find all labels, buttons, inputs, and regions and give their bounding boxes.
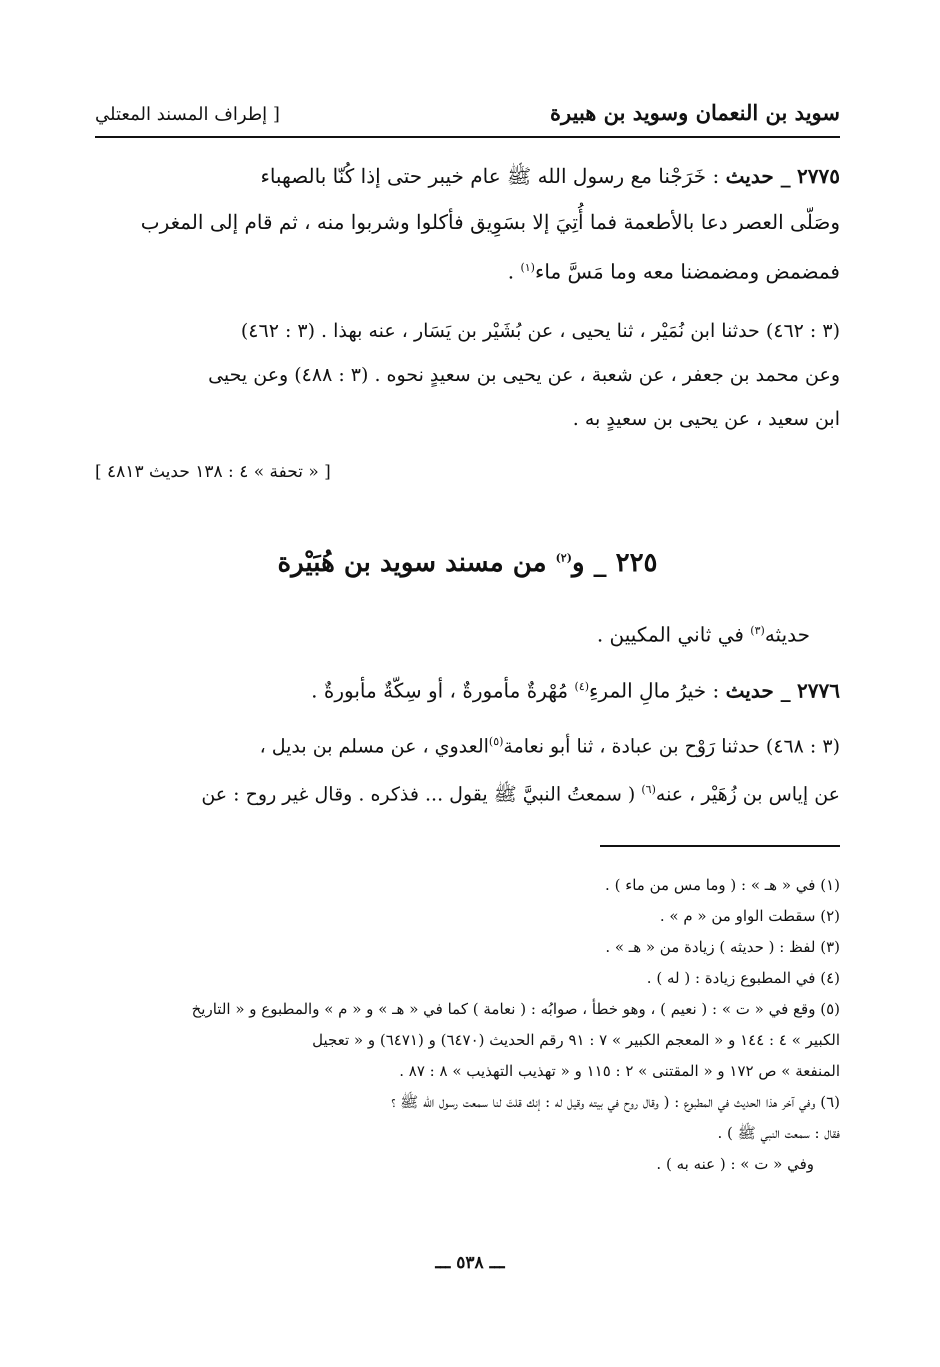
- footnote-ref: (٤): [574, 680, 590, 693]
- footnote-6-line-2: فقال : سمعت النبي ﷺ ) .: [717, 1124, 840, 1142]
- tuhfa-reference: [ « تحفة » ٤ : ١٣٨ حديث ٤٨١٣ ]: [95, 462, 331, 482]
- footnote-2: (٢) سقطت الواو من « م » .: [659, 907, 840, 925]
- header-title: سويد بن النعمان وسويد بن هبيرة: [550, 100, 840, 125]
- hadith-2775-line-1: ٢٧٧٥ _ حديث : خَرَجْنا مع رسول الله ﷺ عام خيبر حتى إذا كُنّا بالصهباء: [260, 164, 840, 188]
- footnote-divider: [600, 845, 840, 847]
- isnad-line-2: عن إياس بن زُهَيْر ، عنه$^{(٦)}$ ( سمعتُ النبيَّ ﷺ يقول ... فذكره . وقال غير روح : عن: [201, 783, 840, 806]
- isnad-line-1: (٣ : ٤٦٢) حدثنا ابن نُمَيْر ، ثنا يحيى ، عن بُشَيْر بن يَسَار ، عنه بهذا . (٣ : ٤٦٢): [240, 320, 840, 342]
- hadith-2775-line-2: وصَلّى العصر دعا بالأطعمة فما أُتِيَ إلا بسَوِيق فأكلوا وشربوا منه ، ثم قام إلى المغرب: [140, 210, 840, 234]
- hadith-number: ٢٧٧٥: [797, 164, 840, 188]
- footnote-ref: (٦): [641, 783, 656, 797]
- isnad-2775: [95, 309, 840, 441]
- footnotes: [95, 870, 840, 1180]
- footnote-ref: (٣): [750, 624, 765, 637]
- hadith-text: : خَرَجْنا مع رسول الله ﷺ عام خيبر حتى إذا كُنّا بالصهباء: [260, 164, 720, 188]
- page-number: ـــ ٥٣٨ ـــ: [435, 1253, 505, 1273]
- hadith-keyword: حديث: [725, 678, 774, 703]
- footnote-ref: (٥): [488, 735, 504, 748]
- hadith-2776: ٢٧٧٦ _ حديث : خيرُ مالِ المرءِ$^{(٤)}$ مُهْرةٌ مأمورةٌ ، أو سِكّةٌ مأبورةٌ .: [311, 678, 840, 703]
- footnote-3: (٣) لفظ : ( حديثه ) زيادة من « هـ » .: [605, 938, 840, 956]
- footnote-6-line-3: وفي « ت » : ( عنه به ) .: [656, 1155, 814, 1173]
- hadith-2775: [95, 153, 840, 295]
- hadith-2775-line-3: فمضمض ومضمضنا معه وما مَسَّ ماء$^{(١)}$ .: [507, 259, 840, 284]
- hadith-keyword: حديث: [725, 164, 774, 188]
- footnote-6-line-1: (٦) وفي آخر هذا الحديث في المطبوع : ( وقال روح في بيته وقيل له : إنك قلتَ لنا سمعت رسول الله ﷺ ؟: [391, 1093, 840, 1111]
- footnote-5-line-2: الكبير » ٤ : ١٤٤ و « المعجم الكبير » ٧ : ٩١ رقم الحديث (٦٤٧٠) و (٦٤٧١) و « تعجيل: [312, 1031, 840, 1049]
- isnad-2776: [95, 720, 840, 817]
- footnote-5-line-1: (٥) وقع في « ت » : ( نعيم ) ، وهو خطأ ، صوابُه : ( نعامة ) كما في « هـ » و « م » والمطبوع و « التاريخ: [191, 1000, 840, 1018]
- running-header: [95, 96, 840, 138]
- isnad-line-1: (٣ : ٤٦٨) حدثنا رَوْح بن عبادة ، ثنا أبو نعامة$^{(٥)}$العدوي ، عن مسلم بن بديل ،: [259, 735, 840, 758]
- isnad-line-2: وعن محمد بن جعفر ، عن شعبة ، عن يحيى بن سعيدٍ نحوه . (٣ : ٤٨٨) وعن يحيى: [208, 364, 840, 386]
- footnote-4: (٤) في المطبوع زيادة : ( له ) .: [646, 969, 840, 987]
- footnote-ref: (١): [520, 261, 535, 274]
- isnad-line-3: ابن سعيد ، عن يحيى بن سعيدٍ به .: [572, 408, 840, 430]
- footnote-1: (١) في « هـ » : ( وما مس من ماء ) .: [605, 876, 840, 894]
- section-title: ٢٢٥ _ و$^{(٢)}$ من مسند سويد بن هُبَيْرة: [277, 548, 658, 578]
- hadith-number: ٢٧٧٦: [797, 678, 840, 703]
- footnote-5-line-3: المنفعة » ص ١٧٢ و « المقتنى » ٢ : ١١٥ و « تهذيب التهذيب » ٨ : ٨٧ .: [399, 1062, 840, 1080]
- footnote-ref: (٢): [555, 551, 572, 565]
- header-book-name: [ إطراف المسند المعتلي: [95, 104, 280, 125]
- section-subtitle: حديثه$^{(٣)}$ في ثاني المكيين .: [596, 622, 810, 647]
